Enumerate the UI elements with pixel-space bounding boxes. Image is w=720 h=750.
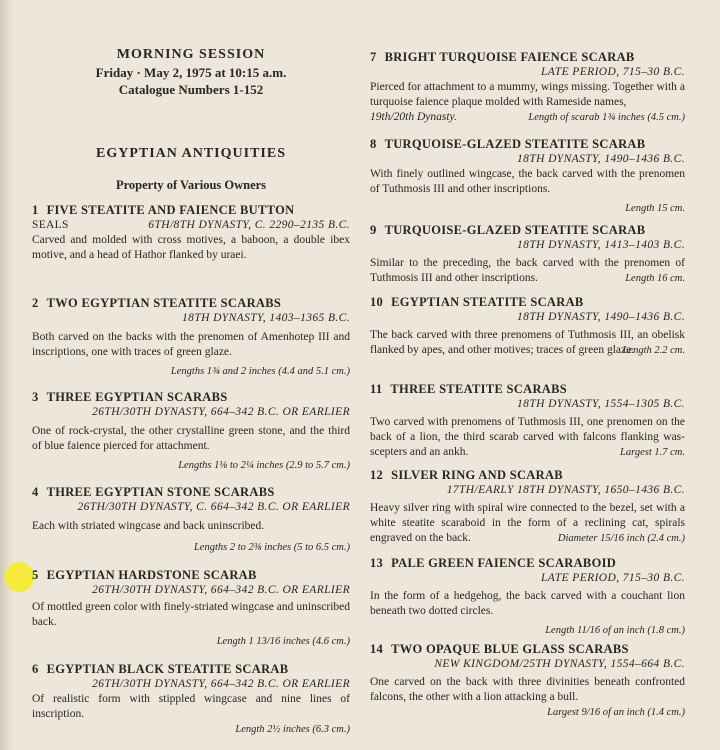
session-header [32, 46, 350, 98]
lot-description: In the form of a hedgehog, the back carved with a couchant lion beneath two dotted circles. [370, 590, 685, 617]
lot-number: 6 [32, 662, 39, 676]
lot-title: BRIGHT TURQUOISE FAIENCE SCARAB [384, 50, 635, 64]
lot-measurements: Largest 9/16 of an inch (1.4 cm.) [547, 707, 685, 718]
lot-description: Of mottled green color with finely-striated wingcase and uninscribed back. [32, 601, 350, 628]
lot-entry [32, 662, 350, 737]
lot-date: 26TH/30TH DYNASTY, 664–342 B.C. OR EARLIER [92, 584, 350, 596]
lot-date: 26TH/30TH DYNASTY, 664–342 B.C. OR EARLIER [92, 406, 350, 418]
lot-number: 11 [370, 382, 383, 396]
lot-title: TWO EGYPTIAN STEATITE SCARABS [46, 296, 282, 310]
lot-date: 18TH DYNASTY, 1554–1305 B.C. [517, 398, 685, 410]
lot-description: One of rock-crystal, the other crystalline green stone, and the third of blue faience pierced for attachment. [32, 425, 350, 452]
lot-number: 3 [32, 390, 39, 404]
lot-date: 18TH DYNASTY, 1490–1436 B.C. [517, 153, 685, 165]
lot-title: TURQUOISE-GLAZED STEATITE SCARAB [384, 223, 646, 237]
lot-measurements: Diameter 15/16 inch (2.4 cm.) [557, 533, 685, 544]
lot-number: 4 [32, 485, 39, 499]
lot-title: THREE STEATITE SCARABS [390, 382, 567, 396]
lot-number: 13 [370, 556, 384, 570]
lot-description: Heavy silver ring with spiral wire connected to the bezel, set with a white steatite scaraboid in the form of a reclining cat, spirals engraved on the back. [370, 502, 685, 544]
lot-number: 8 [370, 137, 377, 151]
session-catalogue-numbers: Catalogue Numbers 1-152 [118, 82, 264, 97]
lot-description: Both carved on the backs with the prenomen of Amenhotep III and inscriptions, one with traces of green glaze. [32, 331, 350, 358]
lot-title: EGYPTIAN HARDSTONE SCARAB [46, 568, 257, 582]
lot-date: NEW KINGDOM/25TH DYNASTY, 1554–664 B.C. [434, 658, 685, 670]
lot-measurements: Length 2½ inches (6.3 cm.) [235, 724, 350, 735]
lot-description: With finely outlined wingcase, the back carved with the prenomen of Tuthmosis III and other inscriptions. [370, 168, 685, 195]
lot-measurements: Length 15 cm. [625, 203, 685, 214]
lot-entry [370, 468, 685, 546]
lot-measurements: Lengths 1¾ and 2 inches (4.4 and 5.1 cm.) [170, 366, 350, 377]
lot-entry [370, 50, 685, 125]
lot-title: EGYPTIAN STEATITE SCARAB [391, 295, 584, 309]
section-owners: Property of Various Owners [115, 178, 267, 192]
lot-description: Pierced for attachment to a mummy, wings missing. Together with a turquoise faience plaque molded with Rameside names, [370, 81, 685, 108]
lot-description: One carved on the back with three divinities beneath confronted falcons, the other with a lion attacking a bull. [370, 676, 685, 703]
lot-measurements: Length of scarab 1¾ inches (4.5 cm.) [528, 112, 685, 123]
section-title: EGYPTIAN ANTIQUITIES [96, 146, 286, 161]
lot-date: 18TH DYNASTY, 1403–1365 B.C. [182, 312, 350, 324]
lot-entry [370, 556, 685, 638]
lot-description: The back carved with three prenomens of Tuthmosis III, an obelisk flanked by apes, and other motives; traces of green glaze. [370, 329, 685, 356]
lot-number: 10 [370, 295, 384, 309]
session-title: MORNING SESSION [116, 47, 266, 62]
lot-date: 26TH/30TH DYNASTY, 664–342 B.C. OR EARLIER [92, 678, 350, 690]
lot-title-continued: SEALS [32, 219, 69, 231]
lot-measurements: Length 16 cm. [625, 273, 685, 284]
lot-measurements: Largest 1.7 cm. [620, 447, 685, 458]
lot-date: 26TH/30TH DYNASTY, C. 664–342 B.C. OR EARLIER [77, 501, 350, 513]
lot-entry [32, 296, 350, 379]
lot-number: 9 [370, 223, 377, 237]
lot-entry [370, 223, 685, 286]
lot-entry [370, 295, 685, 358]
lot-date: 17TH/EARLY 18TH DYNASTY, 1650–1436 B.C. [446, 484, 685, 496]
lot-description-end: 19th/20th Dynasty. [370, 111, 457, 123]
lot-title: THREE EGYPTIAN STONE SCARABS [46, 485, 275, 499]
lot-entry [32, 568, 350, 649]
lot-number: 2 [32, 296, 39, 310]
lot-number: 12 [370, 468, 384, 482]
lot-date: 18TH DYNASTY, 1413–1403 B.C. [517, 239, 685, 251]
lot-description: Similar to the preceding, the back carved with the prenomen of Tuthmosis III and other inscriptions. [370, 257, 685, 284]
lot-title: TURQUOISE-GLAZED STEATITE SCARAB [384, 137, 646, 151]
lot-title: EGYPTIAN BLACK STEATITE SCARAB [46, 662, 289, 676]
lot-description: Two carved with prenomens of Tuthmosis III, one prenomen on the back of a lion, the third scarab carved with falcons flanking was-scepters and an ankh. [370, 416, 685, 458]
lot-measurements: Length 11/16 of an inch (1.8 cm.) [545, 625, 685, 636]
lot-entry [32, 485, 350, 555]
lot-date: 18TH DYNASTY, 1490–1436 B.C. [517, 311, 685, 323]
lot-title: PALE GREEN FAIENCE SCARABOID [391, 556, 617, 570]
lot-entry [370, 137, 685, 216]
lot-title: FIVE STEATITE AND FAIENCE BUTTON [46, 203, 295, 217]
lot-number: 1 [32, 203, 39, 217]
page-gutter [0, 0, 14, 750]
lot-title: TWO OPAQUE BLUE GLASS SCARABS [391, 642, 629, 656]
lot-date: LATE PERIOD, 715–30 B.C. [541, 572, 685, 584]
lot-title: SILVER RING AND SCARAB [391, 468, 563, 482]
lot-entry [370, 642, 685, 720]
lot-entry [32, 390, 350, 473]
lot-description: Of realistic form with stippled wingcase and nine lines of inscription. [32, 693, 350, 720]
lot-date: LATE PERIOD, 715–30 B.C. [541, 66, 685, 78]
lot-measurements: Lengths 1⅛ to 2¼ inches (2.9 to 5.7 cm.) [178, 460, 350, 471]
lot-description: Each with striated wingcase and back uninscribed. [32, 520, 265, 532]
highlight-dot-icon [4, 562, 34, 592]
lot-measurements: Length 1 13/16 inches (4.6 cm.) [216, 636, 350, 647]
lot-number: 14 [370, 642, 384, 656]
lot-measurements: Length 2.2 cm. [622, 345, 685, 356]
lot-entry [32, 203, 350, 263]
lot-measurements: Lengths 2 to 2⅜ inches (5 to 6.5 cm.) [193, 542, 350, 553]
lot-entry [370, 382, 685, 460]
lot-title: THREE EGYPTIAN SCARABS [46, 390, 228, 404]
lot-date: 6TH/8TH DYNASTY, C. 2290–2135 B.C. [148, 219, 350, 231]
lot-number: 5 [32, 568, 39, 582]
lot-number: 7 [370, 50, 377, 64]
session-date: Friday · May 2, 1975 at 10:15 a.m. [95, 65, 287, 80]
lot-description: Carved and molded with cross motives, a baboon, a double ibex motive, and a head of Hathor flanked by uraei. [32, 234, 350, 261]
